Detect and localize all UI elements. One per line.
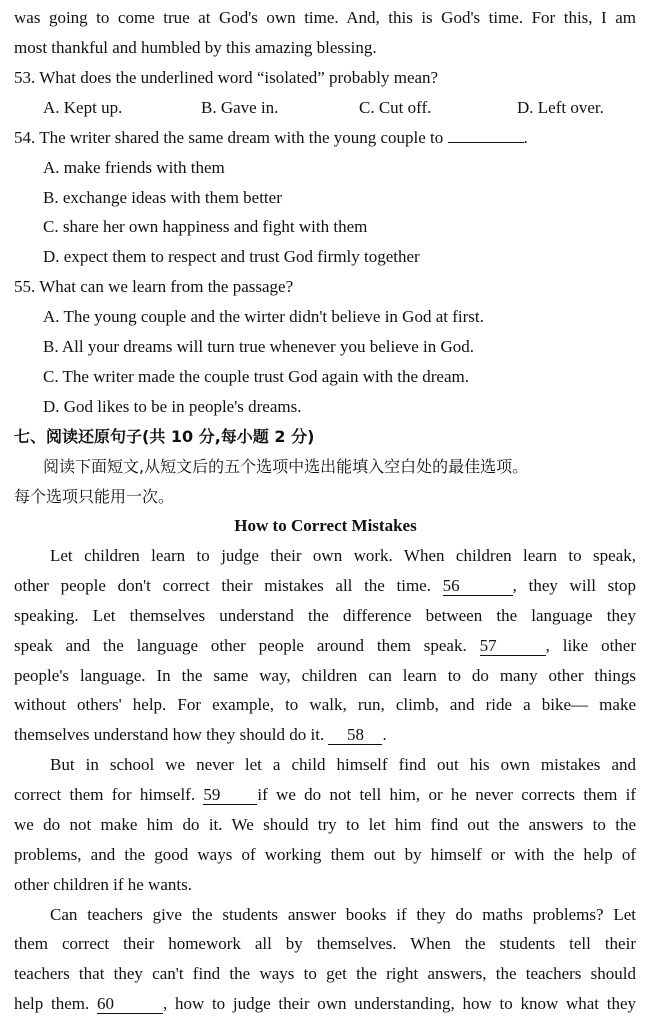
passage-text: help them. [14,994,90,1013]
passage-line [14,574,636,598]
passage-text: , like other [545,636,637,655]
passage-line [14,723,636,747]
passage-text: , how to judge their own understanding, how to know what they [162,994,637,1013]
section-heading: 七、阅读还原句子(共 10 分,每小题 2 分) [14,427,315,446]
passage-line: other children if he wants. [14,875,192,894]
passage-text: other people don't correct their mistakes all the time. [14,576,431,595]
option-c: C. The writer made the couple trust God again with the dream. [43,367,469,386]
passage-line: without others' help. For example, to walk, run, climb, and ride a bike— make [14,695,636,714]
passage-text: , they will stop [512,576,636,595]
passage-text: correct them for himself. [14,785,196,804]
passage-text: . [382,725,387,744]
passage-line [14,783,636,807]
option-a: A. The young couple and the wirter didn't believe in God at first. [43,307,484,326]
question-53-options [43,96,651,120]
option-b: B. All your dreams will turn true whenever you believe in God. [43,337,475,356]
passage-line: But in school we never let a child himself find out his own mistakes and [50,755,636,774]
passage-line: people's language. In the same way, children can learn to do many other things [14,666,636,685]
question-54-stem [14,126,636,150]
option-c: C. Cut off. [359,98,432,117]
question-53-stem: 53. What does the underlined word “isolated” probably mean? [14,68,439,87]
answer-blank-58: 58 [328,726,382,745]
intro-line: was going to come true at God's own time. And, this is God's time. For this, I am [14,8,636,27]
passage-line: we do not make him do it. We should try to let him find out the answers to the [14,815,636,834]
section-instruction: 阅读下面短文,从短文后的五个选项中选出能填入空白处的最佳选项。 [43,457,529,476]
passage-line: Let children learn to judge their own work. When children learn to speak, [50,546,636,565]
passage-title: How to Correct Mistakes [234,516,417,535]
option-a: A. Kept up. [43,98,123,117]
question-54-end: . [523,128,528,147]
option-d: D. God likes to be in people's dreams. [43,397,302,416]
passage-text: speak and the language other people around them speak. [14,636,467,655]
passage-line [14,634,636,658]
answer-blank-57: 57 [480,637,546,656]
passage-text: if we do not tell him, or he never corrects them if [257,785,636,804]
section-instruction: 每个选项只能用一次。 [14,487,175,506]
passage-line: speaking. Let themselves understand the difference between the language they [14,606,636,625]
option-c: C. share her own happiness and fight with them [43,217,368,236]
option-d: D. Left over. [517,98,604,117]
passage-line: them correct their homework all by themselves. When the students tell their [14,934,636,953]
passage-line: Can teachers give the students answer books if they do maths problems? Let [50,905,636,924]
intro-line: most thankful and humbled by this amazing blessing. [14,38,377,57]
option-d: D. expect them to respect and trust God firmly together [43,247,420,266]
option-b: B. exchange ideas with them better [43,188,282,207]
passage-line: teachers that they can't find the ways to get the right answers, the teachers should [14,964,636,983]
answer-blank [448,142,524,143]
answer-blank-60: 60 [97,995,163,1014]
passage-text: themselves understand how they should do it. [14,725,325,744]
passage-line [14,992,636,1016]
question-55-stem: 55. What can we learn from the passage? [14,277,294,296]
passage-line: problems, and the good ways of working them out by himself or with the help of [14,845,636,864]
answer-blank-59: 59 [203,786,257,805]
option-b: B. Gave in. [201,98,279,117]
answer-blank-56: 56 [443,577,513,596]
option-a: A. make friends with them [43,158,225,177]
question-54-text: 54. The writer shared the same dream with the young couple to [14,128,444,147]
